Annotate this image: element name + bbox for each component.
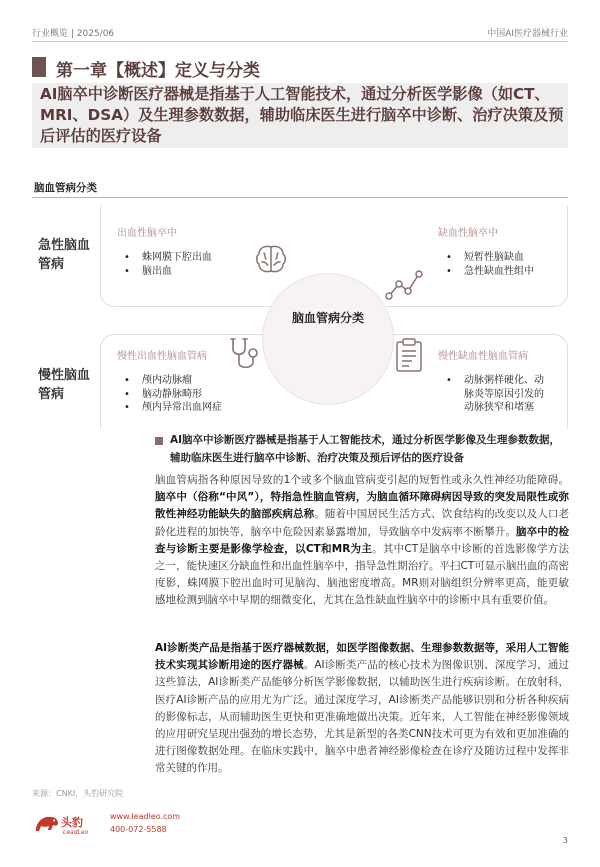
body-paragraph-1: 脑血管病指各种原因导致的1个或多个脑血管病变引起的短暂性或永久性神经功能障碍。脑卒中（俗称“中风”），特指急性脑血管病，为脑血循环障碍病因导致的突发局限性或弥散性神经功能缺失的脑部疾病总称。随着中国居民生活方式、饮食结构的改变以及人口老龄化进程的加快等，脑卒中危险因素暴露增加，导致脑卒中发病率不断攀升。脑卒中的检查与诊断主要是影像学检查，以CT和MR为主。其中CT是脑卒中诊断的首选影像学方法之一，能快速区分缺血性和出血性脑卒中，指导急性期治疗。平扫CT可显示脑出血的高密度影，蛛网膜下腔出血时可见脑沟、脑池密度增高。MR则对脑组织分辨率更高，能更敏感地检测到脑卒中早期的细微变化，尤其在急性缺血性脑卒中的诊断中具有重要价值。 [155, 474, 570, 607]
category-chronic-ischemic-title: 慢性缺血性脑血管病 [438, 351, 528, 362]
definition-text: AI脑卒中诊断医疗器械是指基于人工智能技术，通过分析医学影像（如CT、MRI、DSA）及生理参数数据，辅助临床医生进行脑卒中诊断、治疗决策及预后评估的医疗设备 [40, 85, 564, 145]
page-number: 3 [562, 836, 568, 845]
list-item: • 动脉粥样硬化、动脉炎等原因引发的动脉狭窄和堵塞 [444, 374, 544, 415]
leopard-logo-icon [34, 812, 60, 834]
category-chronic-hemorrhagic-title: 慢性出血性脑血管病 [117, 351, 207, 362]
category-chronic-hemorrhagic-list [122, 374, 262, 415]
list-item: • 短暂性脑缺血 [444, 251, 570, 265]
stethoscope-icon [226, 335, 266, 375]
center-circle [262, 273, 394, 405]
line-chart-icon [384, 268, 424, 302]
source-note: 来源：CNKI，头豹研究院 [32, 789, 124, 798]
clipboard-icon [393, 337, 425, 373]
highlight-bullet [155, 437, 163, 445]
brain-icon [254, 243, 288, 275]
category-hemorrhagic-list [122, 251, 252, 278]
list-item: • 脑动静脉畸形 [122, 388, 262, 402]
brand-logo-sub: LeadLeo [63, 829, 89, 836]
header-left: 行业概览 | 2025/06 [32, 29, 115, 39]
list-item: • 颅内异常出血网症 [122, 401, 262, 415]
chapter-marker [32, 57, 46, 77]
body-paragraph-2: AI诊断类产品是指基于医疗器械数据，如医学图像数据、生理参数数据等，采用人工智能技术实现其诊断用途的医疗器械。AI诊断类产品的核心技术为图像识别、深度学习，通过这些算法，AI诊断类产品能够分析医学影像数据，以辅助医生进行疾病诊断。在放射科，医疗AI诊断产品的应用尤为广泛。通过深度学习，AI诊断类产品能够识别和分析各种疾病的影像标志，从而辅助医生更快和更准确地做出决策。近年来，人工智能在神经影像领域的应用研究呈现出强劲的增长态势，尤其是新型的各类CNN技术可更为有效和更加准确的进行图像数据处理。在临床实践中，脑卒中患者神经影像检查在诊疗及随访过程中发挥非常关键的作用。 [155, 642, 570, 775]
phone-number: 400-072-5588 [110, 825, 167, 834]
list-item: • 蛛网膜下腔出血 [122, 251, 252, 265]
category-ischemic-list [444, 251, 570, 278]
center-label: 脑血管病分类 [291, 311, 364, 325]
brand-logo-text: 头豹 [61, 816, 83, 829]
category-ischemic-title: 缺血性脑卒中 [438, 228, 498, 239]
website-link[interactable]: www.leadleo.com [110, 812, 181, 821]
list-item: • 脑出血 [122, 265, 252, 279]
row-label-chronic: 慢性脑血管病 [38, 368, 91, 402]
highlight-text: AI脑卒中诊断医疗器械是指基于人工智能技术，通过分析医学影像及生理参数数据，辅助临床医生进行脑卒中诊断、治疗决策及预后评估的医疗设备 [170, 434, 561, 464]
definition-box [32, 83, 568, 148]
section-label: 脑血管病分类 [34, 182, 97, 194]
section-divider [32, 197, 568, 198]
list-item: • 颅内动脉瘤 [122, 374, 262, 388]
header-right: 中国AI医疗器械行业 [487, 29, 568, 39]
chapter-title: 第一章【概述】定义与分类 [56, 61, 260, 81]
category-hemorrhagic-title: 出血性脑卒中 [117, 228, 177, 239]
category-chronic-ischemic-list [444, 374, 544, 415]
row-label-acute: 急性脑血管病 [38, 238, 91, 272]
header-divider [32, 41, 568, 42]
list-item: • 急性缺血性组中 [444, 265, 570, 279]
